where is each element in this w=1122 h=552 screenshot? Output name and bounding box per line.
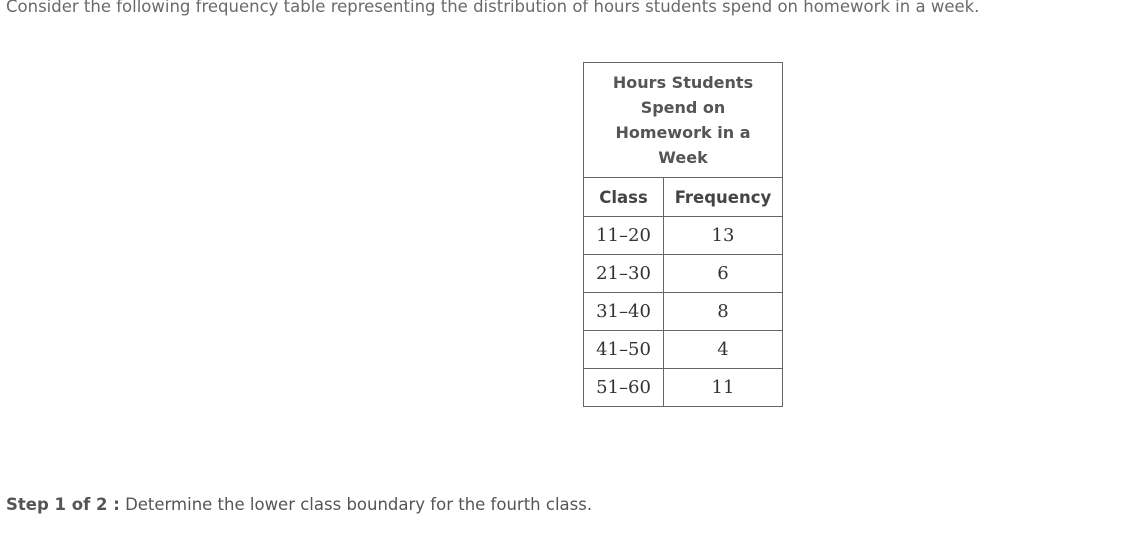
table-title: Hours Students Spend on Homework in a Week	[584, 63, 783, 178]
class-cell: 11–20	[584, 217, 664, 255]
class-cell: 31–40	[584, 293, 664, 331]
table-row	[584, 293, 783, 331]
frequency-table	[583, 62, 783, 407]
step-label: Step 1 of 2 :	[6, 495, 120, 514]
frequency-cell: 11	[664, 369, 783, 407]
frequency-cell: 13	[664, 217, 783, 255]
frequency-cell: 8	[664, 293, 783, 331]
column-header-class: Class	[584, 178, 664, 217]
frequency-cell: 6	[664, 255, 783, 293]
step-instruction: Determine the lower class boundary for the fourth class.	[125, 495, 593, 514]
class-cell: 21–30	[584, 255, 664, 293]
class-cell: 41–50	[584, 331, 664, 369]
intro-text: Consider the following frequency table representing the distribution of hours students spend on homework in a week.	[6, 0, 980, 16]
table-row	[584, 217, 783, 255]
table-row	[584, 331, 783, 369]
table-row	[584, 369, 783, 407]
frequency-cell: 4	[664, 331, 783, 369]
class-cell: 51–60	[584, 369, 664, 407]
step-prompt	[6, 494, 592, 516]
table-row	[584, 255, 783, 293]
column-header-frequency: Frequency	[664, 178, 783, 217]
